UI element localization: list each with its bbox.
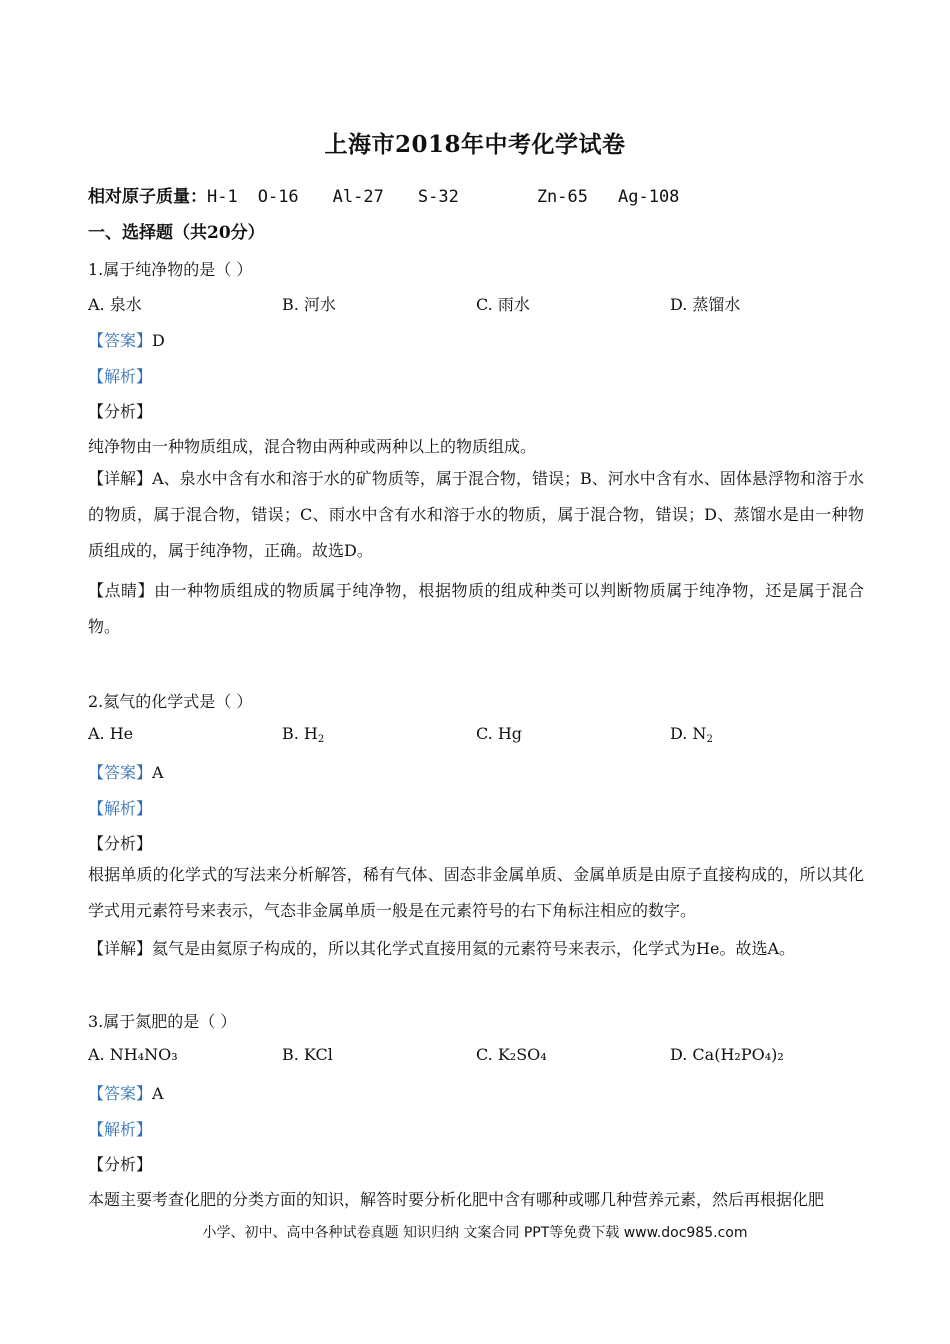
q1-answer bbox=[88, 328, 165, 351]
q3-option-d: D. Ca(H₂PO₄)₂ bbox=[670, 1045, 784, 1064]
question-1-stem: 1.属于纯净物的是（ ） bbox=[88, 260, 253, 279]
mass-o: O-16 bbox=[257, 187, 299, 207]
q2-option-b bbox=[282, 724, 324, 745]
q2-answer bbox=[88, 760, 164, 783]
section-heading: 一、选择题（共20分） bbox=[88, 223, 265, 243]
question-3-stem: 3.属于氮肥的是（ ） bbox=[88, 1012, 237, 1031]
q3-option-a: A. NH₄NO₃ bbox=[88, 1045, 178, 1064]
mass-ag: Ag-108 bbox=[618, 187, 680, 207]
q1-detail bbox=[88, 461, 864, 569]
q2-option-d-text: D. N bbox=[670, 724, 707, 743]
q1-fenxi: 【分析】 bbox=[88, 402, 153, 421]
q2-option-c: C. Hg bbox=[476, 724, 523, 743]
answer-label: 【答案】 bbox=[88, 763, 153, 782]
q2-option-b-text: B. H bbox=[282, 724, 318, 743]
q1-option-c: C. 雨水 bbox=[476, 295, 530, 314]
q1-option-b: B. 河水 bbox=[282, 295, 336, 314]
q2-option-d-sub: 2 bbox=[706, 734, 713, 745]
q2-detail bbox=[88, 931, 864, 967]
atomic-mass-label: 相对原子质量： bbox=[88, 187, 207, 207]
answer-value: A bbox=[152, 1084, 164, 1103]
q2-option-b-sub: 2 bbox=[317, 734, 325, 745]
answer-value: D bbox=[152, 331, 165, 350]
atomic-mass-line bbox=[88, 182, 679, 207]
mass-zn: Zn-65 bbox=[536, 187, 588, 207]
detail-label: 【详解】 bbox=[88, 939, 153, 958]
q1-fenxi-text: 纯净物由一种物质组成，混合物由两种或两种以上的物质组成。 bbox=[88, 437, 537, 456]
q1-option-a: A. 泉水 bbox=[88, 295, 142, 314]
q3-fenxi: 【分析】 bbox=[88, 1155, 153, 1174]
q3-option-b: B. KCl bbox=[282, 1045, 333, 1064]
detail-label: 【详解】 bbox=[88, 469, 153, 488]
detail-text: A、泉水中含有水和溶于水的矿物质等，属于混合物，错误；B、河水中含有水、固体悬浮物和溶于水的物质，属于混合物，错误；C、雨水中含有水和溶于水的物质，属于混合物，错误；D、蒸馏水是由一种物质组成的，属于纯净物，正确。故选D。 bbox=[88, 469, 864, 560]
q2-jiexi: 【解析】 bbox=[88, 799, 153, 818]
q3-fenxi-text: 本题主要考查化肥的分类方面的知识，解答时要分析化肥中含有哪种或哪几种营养元素，然后再根据化肥 bbox=[88, 1190, 825, 1209]
dianjing-label: 【点睛】 bbox=[88, 581, 155, 600]
mass-al: Al-27 bbox=[332, 187, 384, 207]
q1-option-d: D. 蒸馏水 bbox=[670, 295, 741, 314]
q1-jiexi: 【解析】 bbox=[88, 367, 153, 386]
answer-label: 【答案】 bbox=[88, 1084, 153, 1103]
q1-dianjing bbox=[88, 573, 864, 645]
q2-option-d bbox=[670, 724, 713, 745]
page-footer: 小学、初中、高中各种试卷真题 知识归纳 文案合同 PPT等免费下载 www.doc985.com bbox=[202, 1225, 748, 1241]
mass-s: S-32 bbox=[417, 187, 459, 207]
detail-text: 氦气是由氦原子构成的，所以其化学式直接用氦的元素符号来表示，化学式为He。故选A。 bbox=[152, 939, 795, 958]
q2-fenxi: 【分析】 bbox=[88, 834, 153, 853]
q3-answer bbox=[88, 1081, 164, 1104]
mass-h: H-1 bbox=[207, 187, 238, 207]
page-title: 上海市2018年中考化学试卷 bbox=[324, 131, 626, 158]
answer-value: A bbox=[152, 763, 164, 782]
q3-option-c: C. K₂SO₄ bbox=[476, 1045, 547, 1064]
answer-label: 【答案】 bbox=[88, 331, 153, 350]
q2-option-a: A. He bbox=[88, 724, 134, 743]
q2-fenxi-text: 根据单质的化学式的写法来分析解答，稀有气体、固态非金属单质、金属单质是由原子直接构成的，所以其化学式用元素符号来表示，气态非金属单质一般是在元素符号的右下角标注相应的数字。 bbox=[88, 865, 864, 920]
q3-jiexi: 【解析】 bbox=[88, 1120, 153, 1139]
question-2-stem: 2.氦气的化学式是（ ） bbox=[88, 692, 253, 711]
dianjing-text: 由一种物质组成的物质属于纯净物，根据物质的组成种类可以判断物质属于纯净物，还是属于混合物。 bbox=[88, 581, 864, 636]
